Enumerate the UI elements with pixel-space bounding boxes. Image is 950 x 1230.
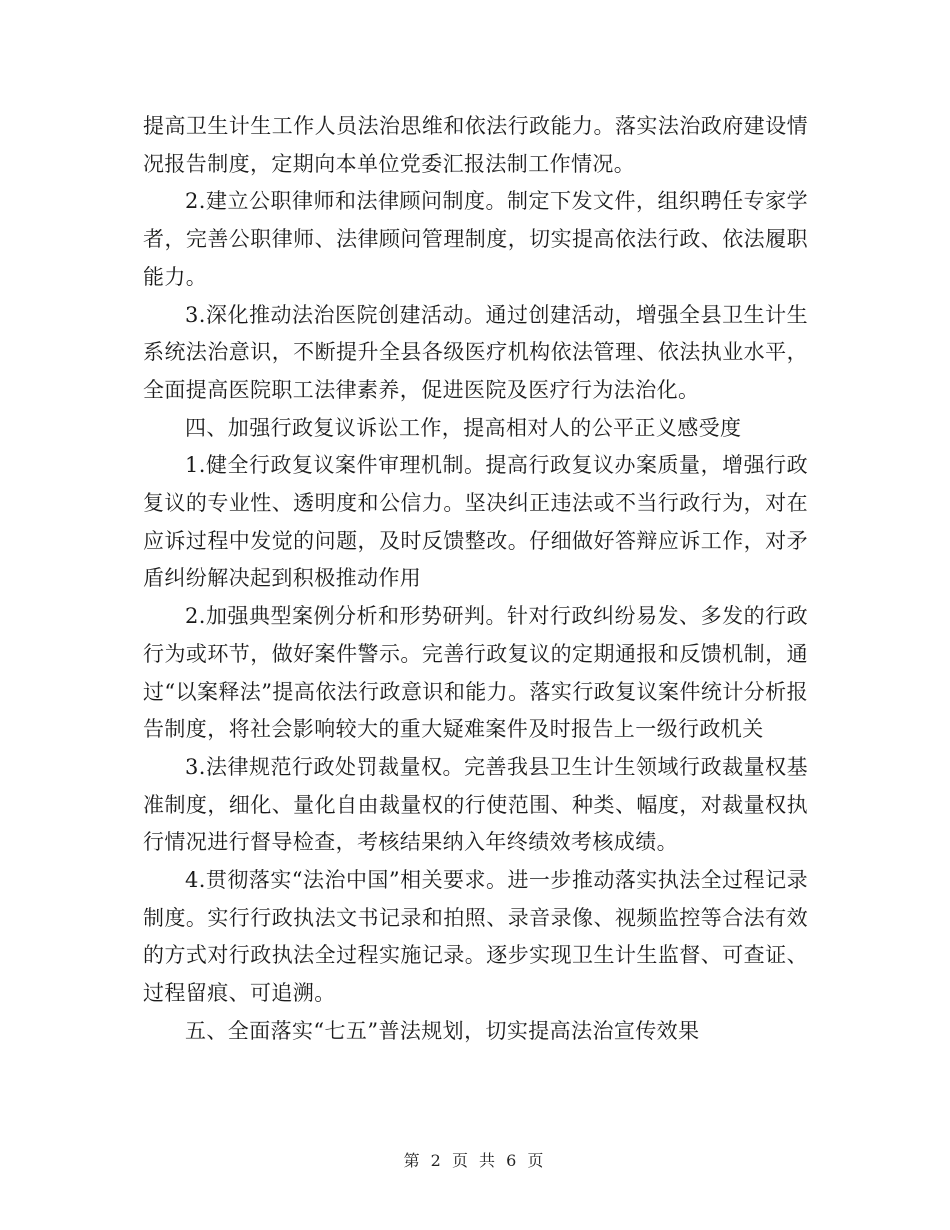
- paragraph-item-review-mechanism: 1.健全行政复议案件审理机制。提高行政复议办案质量，增强行政复议的专业性、透明度和公信力。坚决纠正违法或不当行政行为，对在应诉过程中发觉的问题，及时反馈整改。仔细做好答辩应诉工作，对矛盾纠纷解决起到积极推动作用: [143, 453, 808, 591]
- section-heading-five: 五、全面落实“七五”普法规划，切实提高法治宣传效果: [185, 1018, 700, 1043]
- paragraph-item-lawyer-system: 2.建立公职律师和法律顾问制度。制定下发文件，组织聘任专家学者，完善公职律师、法律顾问管理制度，切实提高依法行政、依法履职能力。: [143, 189, 808, 289]
- page-number-footer: 第 2 页 共 6 页: [403, 1151, 547, 1170]
- document-body: [143, 108, 808, 1051]
- section-heading-four: 四、加强行政复议诉讼工作，提高相对人的公平正义感受度: [185, 415, 742, 440]
- paragraph-item-law-china: 4.贯彻落实“法治中国”相关要求。进一步推动落实执法全过程记录制度。实行行政执法文书记录和拍照、录音录像、视频监控等合法有效的方式对行政执法全过程实施记录。逐步实现卫生计生监督、可查证、过程留痕、可追溯。: [143, 868, 808, 1006]
- paragraph-continuation: 提高卫生计生工作人员法治思维和依法行政能力。落实法治政府建设情况报告制度，定期向本单位党委汇报法制工作情况。: [143, 114, 808, 176]
- paragraph-item-case-analysis: 2.加强典型案例分析和形势研判。针对行政纠纷易发、多发的行政行为或环节，做好案件警示。完善行政复议的定期通报和反馈机制，通过“以案释法”提高依法行政意识和能力。落实行政复议案件统计分析报告制度，将社会影响较大的重大疑难案件及时报告上一级行政机关: [143, 604, 808, 742]
- paragraph-item-law-hospital: 3.深化推动法治医院创建活动。通过创建活动，增强全县卫生计生系统法治意识，不断提升全县各级医疗机构依法管理、依法执业水平，全面提高医院职工法律素养，促进医院及医疗行为法治化。: [143, 302, 808, 402]
- paragraph-item-discretion: 3.法律规范行政处罚裁量权。完善我县卫生计生领域行政裁量权基准制度，细化、量化自由裁量权的行使范围、种类、幅度，对裁量权执行情况进行督导检查，考核结果纳入年终绩效考核成绩。: [143, 754, 808, 855]
